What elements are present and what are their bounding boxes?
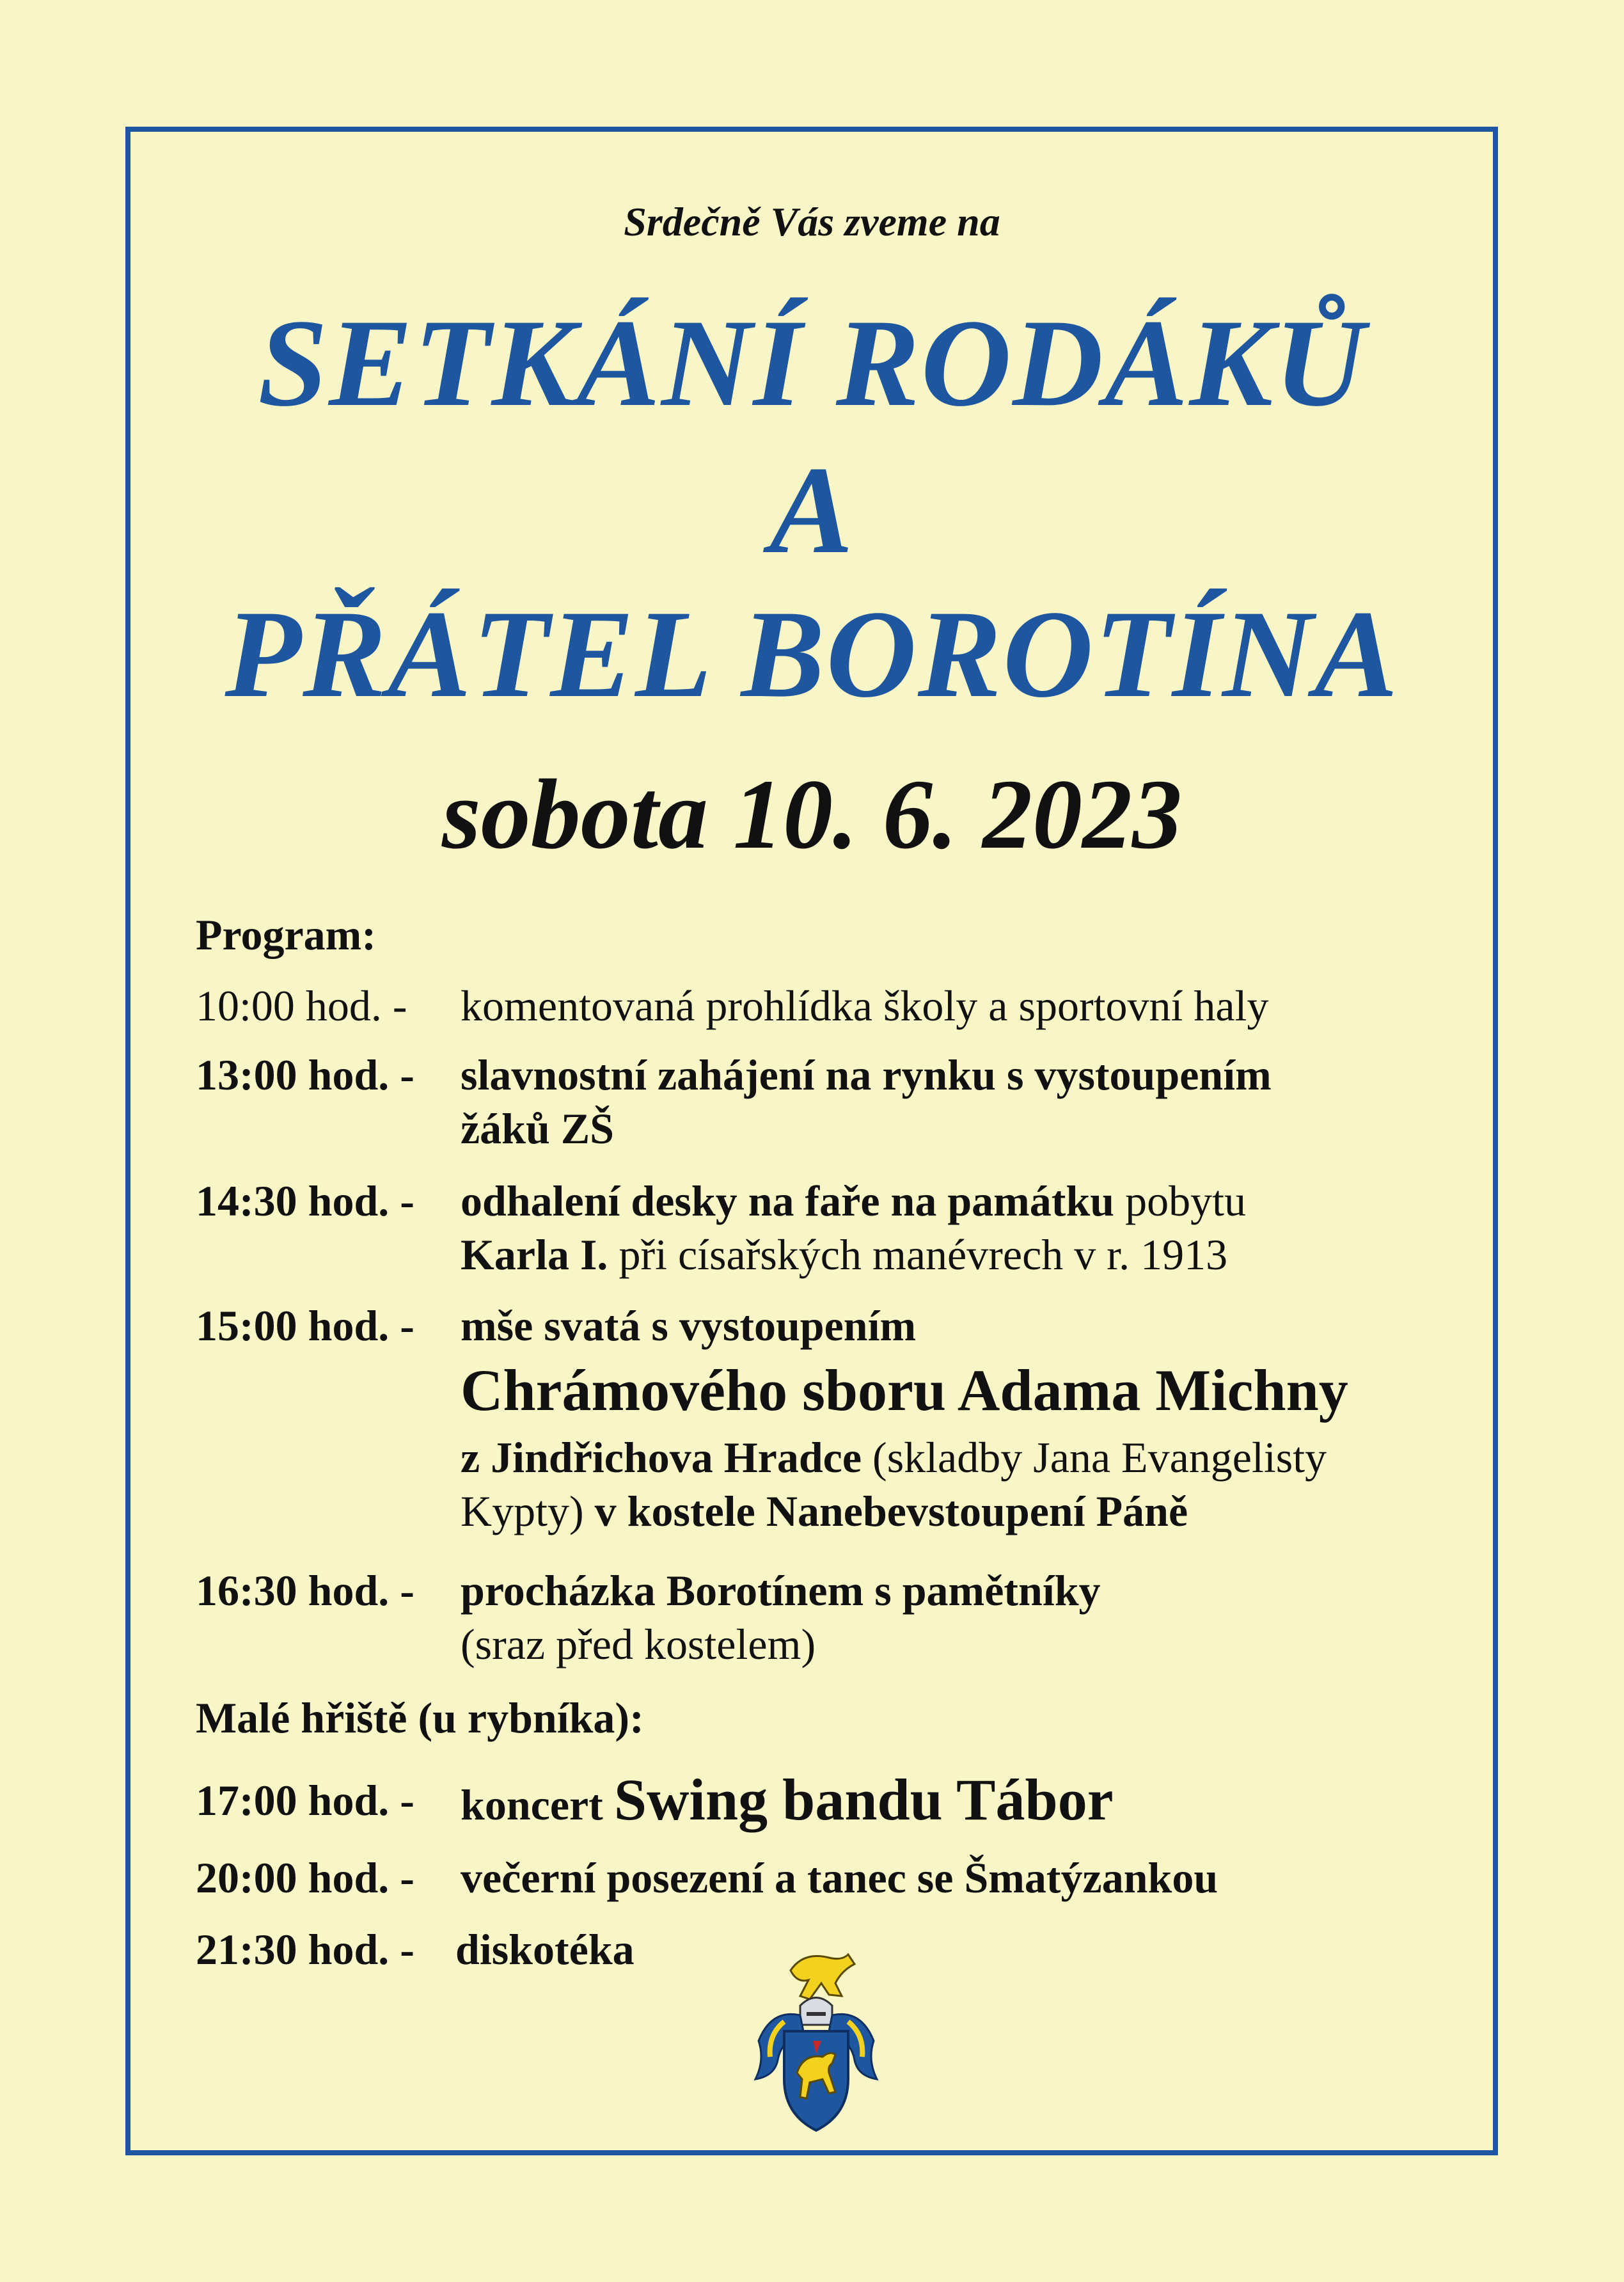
venue-heading: Malé hřiště (u rybníka): <box>196 1693 644 1742</box>
program-text-bold: koncert <box>461 1780 603 1829</box>
band-name: Swing bandu Tábor <box>613 1767 1114 1832</box>
program-text: při císařských manévrech v r. 1913 <box>608 1230 1228 1279</box>
program-text-bold: Karla I. <box>461 1230 608 1279</box>
program-heading: Program: <box>196 910 376 959</box>
program-text-bold: mše svatá s vystoupením <box>461 1301 917 1350</box>
program-time: 15:00 hod. - <box>196 1301 414 1350</box>
event-date: sobota 10. 6. 2023 <box>441 759 1183 869</box>
program-time: 17:00 hod. - <box>196 1776 414 1825</box>
title-line-2: A <box>769 441 855 580</box>
program-text: Kypty) <box>461 1487 584 1535</box>
coat-of-arms-icon <box>746 1945 887 2137</box>
program-text: žáků ZŠ <box>461 1104 614 1153</box>
title-line-1: SETKÁNÍ RODÁKŮ <box>258 294 1366 432</box>
program-text: večerní posezení a tanec se Šmatýzankou <box>461 1853 1218 1902</box>
program-text-bold: v kostele Nanebevstoupení Páně <box>583 1487 1188 1535</box>
program-text-bold: odhalení desky na faře na památku <box>461 1177 1115 1225</box>
program-text: komentovaná prohlídka školy a sportovní haly <box>461 981 1269 1030</box>
program-text-bold: z Jindřichova Hradce <box>461 1433 862 1482</box>
program-text: pobytu <box>1114 1177 1246 1225</box>
program-time: 14:30 hod. - <box>196 1177 414 1225</box>
program-time: 10:00 hod. - <box>196 981 407 1030</box>
program-time: 16:30 hod. - <box>196 1566 414 1615</box>
choir-name: Chrámového sboru Adama Michny <box>461 1358 1348 1423</box>
title-line-3: PŘÁTEL BOROTÍNA <box>225 585 1399 724</box>
program-text: diskotéka <box>455 1925 635 1974</box>
program-time: 21:30 hod. - <box>196 1925 414 1974</box>
invitation-line: Srdečně Vás zveme na <box>624 199 1000 244</box>
program-text: (sraz před kostelem) <box>461 1620 816 1668</box>
program-text: (skladby Jana Evangelisty <box>862 1433 1327 1482</box>
program-time: 20:00 hod. - <box>196 1853 414 1902</box>
program-text-bold: procházka Borotínem s pamětníky <box>461 1566 1101 1615</box>
program-text: slavnostní zahájení na rynku s vystoupením <box>461 1050 1272 1099</box>
program-time: 13:00 hod. - <box>196 1050 414 1099</box>
